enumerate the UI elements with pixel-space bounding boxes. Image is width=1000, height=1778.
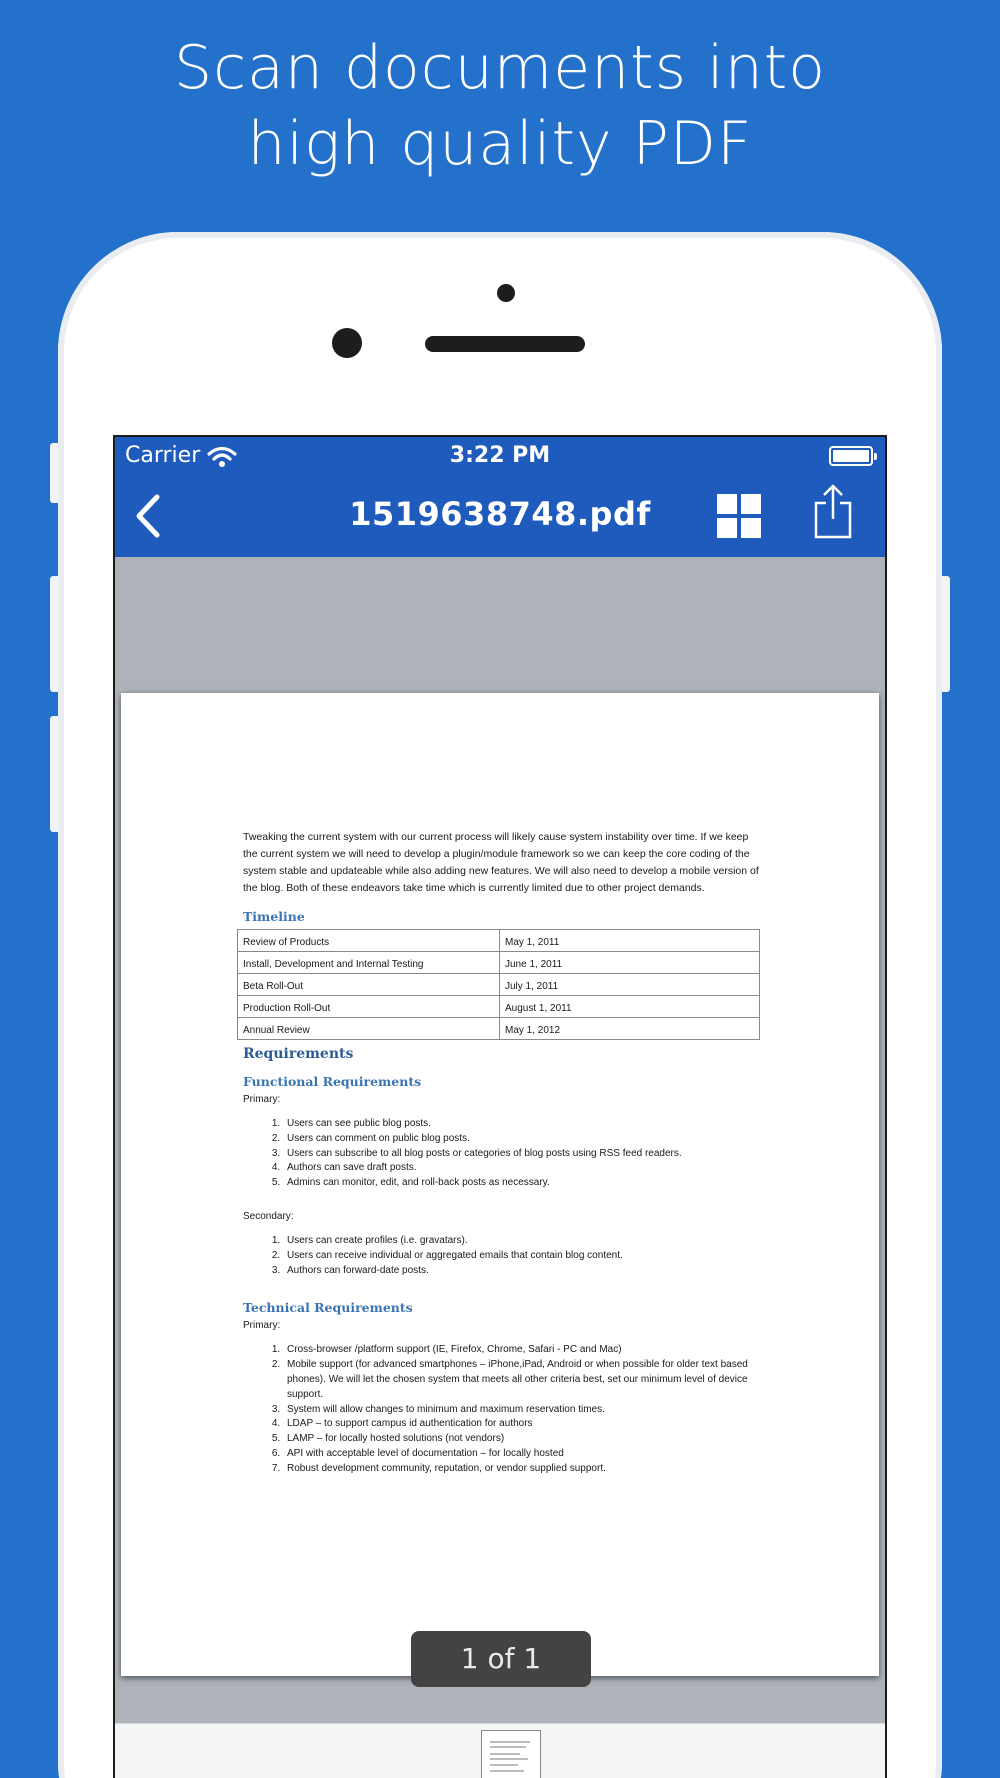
task-cell: Beta Roll-Out (238, 974, 500, 996)
task-cell: Review of Products (238, 930, 500, 952)
functional-primary-list (283, 1117, 783, 1191)
task-cell: Production Roll-Out (238, 996, 500, 1018)
date-cell: May 1, 2011 (500, 930, 760, 952)
list-item: 6. API with acceptable level of documentation – for locally hosted (283, 1447, 783, 1462)
list-item: 7. Robust development community, reputation, or vendor supplied support. (283, 1462, 783, 1477)
list-item: 5. LAMP – for locally hosted solutions (not vendors) (283, 1432, 783, 1447)
technical-primary-label: Primary: (243, 1320, 281, 1332)
marketing-headline (0, 30, 1000, 182)
list-item: 2. Mobile support (for advanced smartphones – iPhone,iPad, Android or when possible for older text based phones). We will let the chosen system that meets all other criteria best, set our minimum level of device support. (283, 1358, 783, 1402)
app-bar (115, 437, 885, 557)
document-title: 1519638748.pdf (349, 495, 651, 533)
list-item: 3. System will allow changes to minimum and maximum reservation times. (283, 1403, 783, 1418)
intro-paragraph: Tweaking the current system with our current process will likely cause system instability over time. If we keep the current system we will need to develop a plugin/module framework so we can keep the core coding of the system stable and updateable while also adding new features. We will also need to develop a mobile version of the blog. Both of these endeavors take time which is currently limited due to other project demands. (243, 831, 759, 894)
list-item: 5. Admins can monitor, edit, and roll-back posts as necessary. (283, 1176, 783, 1191)
timeline-heading: Timeline (243, 909, 305, 924)
list-item: 1. Users can see public blog posts. (283, 1117, 783, 1132)
primary-label: Primary: (243, 1094, 281, 1105)
table-row (238, 996, 760, 1018)
page-thumbnail[interactable] (481, 1730, 541, 1778)
table-row (238, 1018, 760, 1040)
functional-requirements-heading: Functional Requirements (243, 1074, 422, 1089)
share-icon[interactable] (813, 483, 853, 539)
date-cell: August 1, 2011 (500, 996, 760, 1018)
document-content (243, 829, 783, 1477)
navigation-bar (115, 477, 885, 557)
list-item: 2. Users can comment on public blog posts. (283, 1132, 783, 1147)
list-item: 2. Users can receive individual or aggregated emails that contain blog content. (283, 1249, 783, 1264)
table-row (238, 974, 760, 996)
battery-icon (829, 446, 873, 466)
date-cell: July 1, 2011 (500, 974, 760, 996)
requirements-heading: Requirements (243, 1046, 354, 1062)
headline-line-2: high quality PDF (247, 109, 753, 179)
list-item: 3. Users can subscribe to all blog posts or categories of blog posts using RSS feed readers. (283, 1147, 783, 1162)
functional-secondary-list (283, 1234, 783, 1278)
timeline-table (237, 929, 760, 1040)
carrier-label: Carrier (125, 443, 201, 468)
phone-sensor (497, 284, 515, 302)
list-item: 1. Cross-browser /platform support (IE, Firefox, Chrome, Safari - PC and Mac) (283, 1343, 783, 1358)
list-item: 3. Authors can forward-date posts. (283, 1264, 783, 1279)
headline-line-1: Scan documents into (174, 33, 826, 103)
thumbnail-strip (115, 1723, 885, 1778)
secondary-label: Secondary: (243, 1210, 294, 1222)
technical-requirements-heading: Technical Requirements (243, 1300, 413, 1316)
task-cell: Annual Review (238, 1018, 500, 1040)
list-item: 4. LDAP – to support campus id authentication for authors (283, 1417, 783, 1432)
pdf-page[interactable] (121, 693, 879, 1676)
date-cell: June 1, 2011 (500, 952, 760, 974)
technical-primary-list (283, 1343, 783, 1476)
status-time: 3:22 PM (449, 443, 551, 468)
page-indicator: 1 of 1 (411, 1631, 591, 1687)
grid-view-icon[interactable] (717, 494, 761, 538)
phone-screen (113, 435, 887, 1778)
list-item: 1. Users can create profiles (i.e. gravatars). (283, 1234, 783, 1249)
date-cell: May 1, 2012 (500, 1018, 760, 1040)
phone-front-camera (332, 328, 362, 358)
status-bar (115, 437, 885, 477)
task-cell: Install, Development and Internal Testing (238, 952, 500, 974)
table-row (238, 930, 760, 952)
table-row (238, 952, 760, 974)
list-item: 4. Authors can save draft posts. (283, 1161, 783, 1176)
phone-speaker (425, 336, 585, 352)
